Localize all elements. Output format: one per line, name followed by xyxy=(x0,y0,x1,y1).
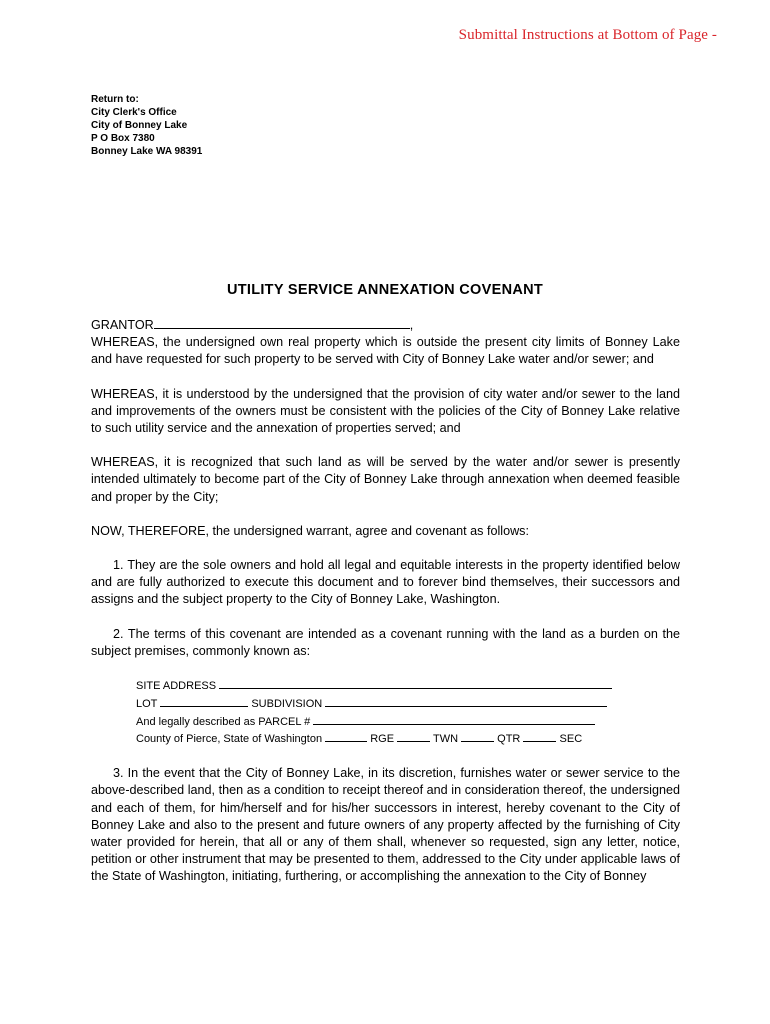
return-to-label: Return to: xyxy=(91,94,139,105)
twn-blank[interactable] xyxy=(397,730,430,742)
sec-blank[interactable] xyxy=(523,730,556,742)
parcel-line xyxy=(136,713,680,731)
document-body xyxy=(91,317,680,903)
covenant-item-3: 3. In the event that the City of Bonney Lake, in its discretion, furnishes water or sewer service to the above-described land, then as a condition to receipt thereof and in consideration thereof, the undersigned and each of them, for him/herself and for his/her successors in interest, hereby covenant to the City of Bonney Lake and also to the present and future owners of any property affected by the furnishing of City water provided for herein, that all or any of them shall, whenever so requested, sign any letter, notice, petition or other instrument that may be presented to them, addressed to the City under applicable laws of the State of Washington, initiating, furthering, or accomplishing the annexation to the City of Bonney xyxy=(91,766,680,884)
parcel-label: And legally described as PARCEL # xyxy=(136,715,311,728)
site-address-label: SITE ADDRESS xyxy=(136,680,217,693)
covenant-item-1: 1. They are the sole owners and hold all legal and equitable interests in the property identified below and are fully authorized to execute this document and to forever bind themselves, their successors and assigns and the subject property to the City of Bonney Lake, Washington. xyxy=(91,558,680,607)
return-line-4: Bonney Lake WA 98391 xyxy=(91,146,203,157)
covenant-item-2: 2. The terms of this covenant are intended as a covenant running with the land as a burden on the subject premises, commonly known as: xyxy=(91,626,680,658)
return-line-2: City of Bonney Lake xyxy=(91,120,188,131)
qtr-label: QTR xyxy=(497,733,521,746)
lot-label: LOT xyxy=(136,697,158,710)
property-details xyxy=(136,677,680,748)
county-label: County of Pierce, State of Washington xyxy=(136,733,323,746)
whereas-paragraph-2: WHEREAS, it is understood by the undersigned that the provision of city water and/or sewer to the land and improvements of the owners must be consistent with the policies of the City of Bonney Lake relative to such utility service and the annexation of properties served; and xyxy=(91,386,680,436)
grantor-suffix: , xyxy=(409,318,414,332)
subdivision-label: SUBDIVISION xyxy=(251,697,323,710)
county-line xyxy=(136,730,680,748)
now-therefore-paragraph: NOW, THEREFORE, the undersigned warrant, agree and covenant as follows: xyxy=(91,523,529,538)
submittal-instructions-note: Submittal Instructions at Bottom of Page - xyxy=(458,27,717,43)
twn-label: TWN xyxy=(432,733,459,746)
rge-label: RGE xyxy=(370,733,395,746)
rge-blank[interactable] xyxy=(325,730,367,742)
lot-blank[interactable] xyxy=(160,695,248,707)
grantor-label: GRANTOR xyxy=(91,318,154,332)
whereas-paragraph-3: WHEREAS, it is recognized that such land as will be served by the water and/or sewer is presently intended ultimately to become part of the City of Bonney Lake through annexation when deemed feasible and proper by the City; xyxy=(91,455,680,504)
qtr-blank[interactable] xyxy=(461,730,494,742)
document-title: UTILITY SERVICE ANNEXATION COVENANT xyxy=(226,282,544,298)
sec-label: SEC xyxy=(559,733,583,746)
parcel-blank[interactable] xyxy=(313,713,595,725)
return-address-block xyxy=(91,93,202,158)
whereas-paragraph-1: WHEREAS, the undersigned own real property which is outside the present city limits of Bonney Lake and have requested for such property to be served with City of Bonney Lake water and/or sewer; and xyxy=(91,335,680,367)
return-line-1: City Clerk's Office xyxy=(91,107,177,118)
site-address-blank[interactable] xyxy=(219,677,612,689)
grantor-line xyxy=(91,317,680,334)
subdivision-blank[interactable] xyxy=(325,695,607,707)
return-line-3: P O Box 7380 xyxy=(91,133,155,144)
lot-subdivision-line xyxy=(136,695,680,713)
site-address-line xyxy=(136,677,680,695)
grantor-blank[interactable] xyxy=(154,317,410,329)
